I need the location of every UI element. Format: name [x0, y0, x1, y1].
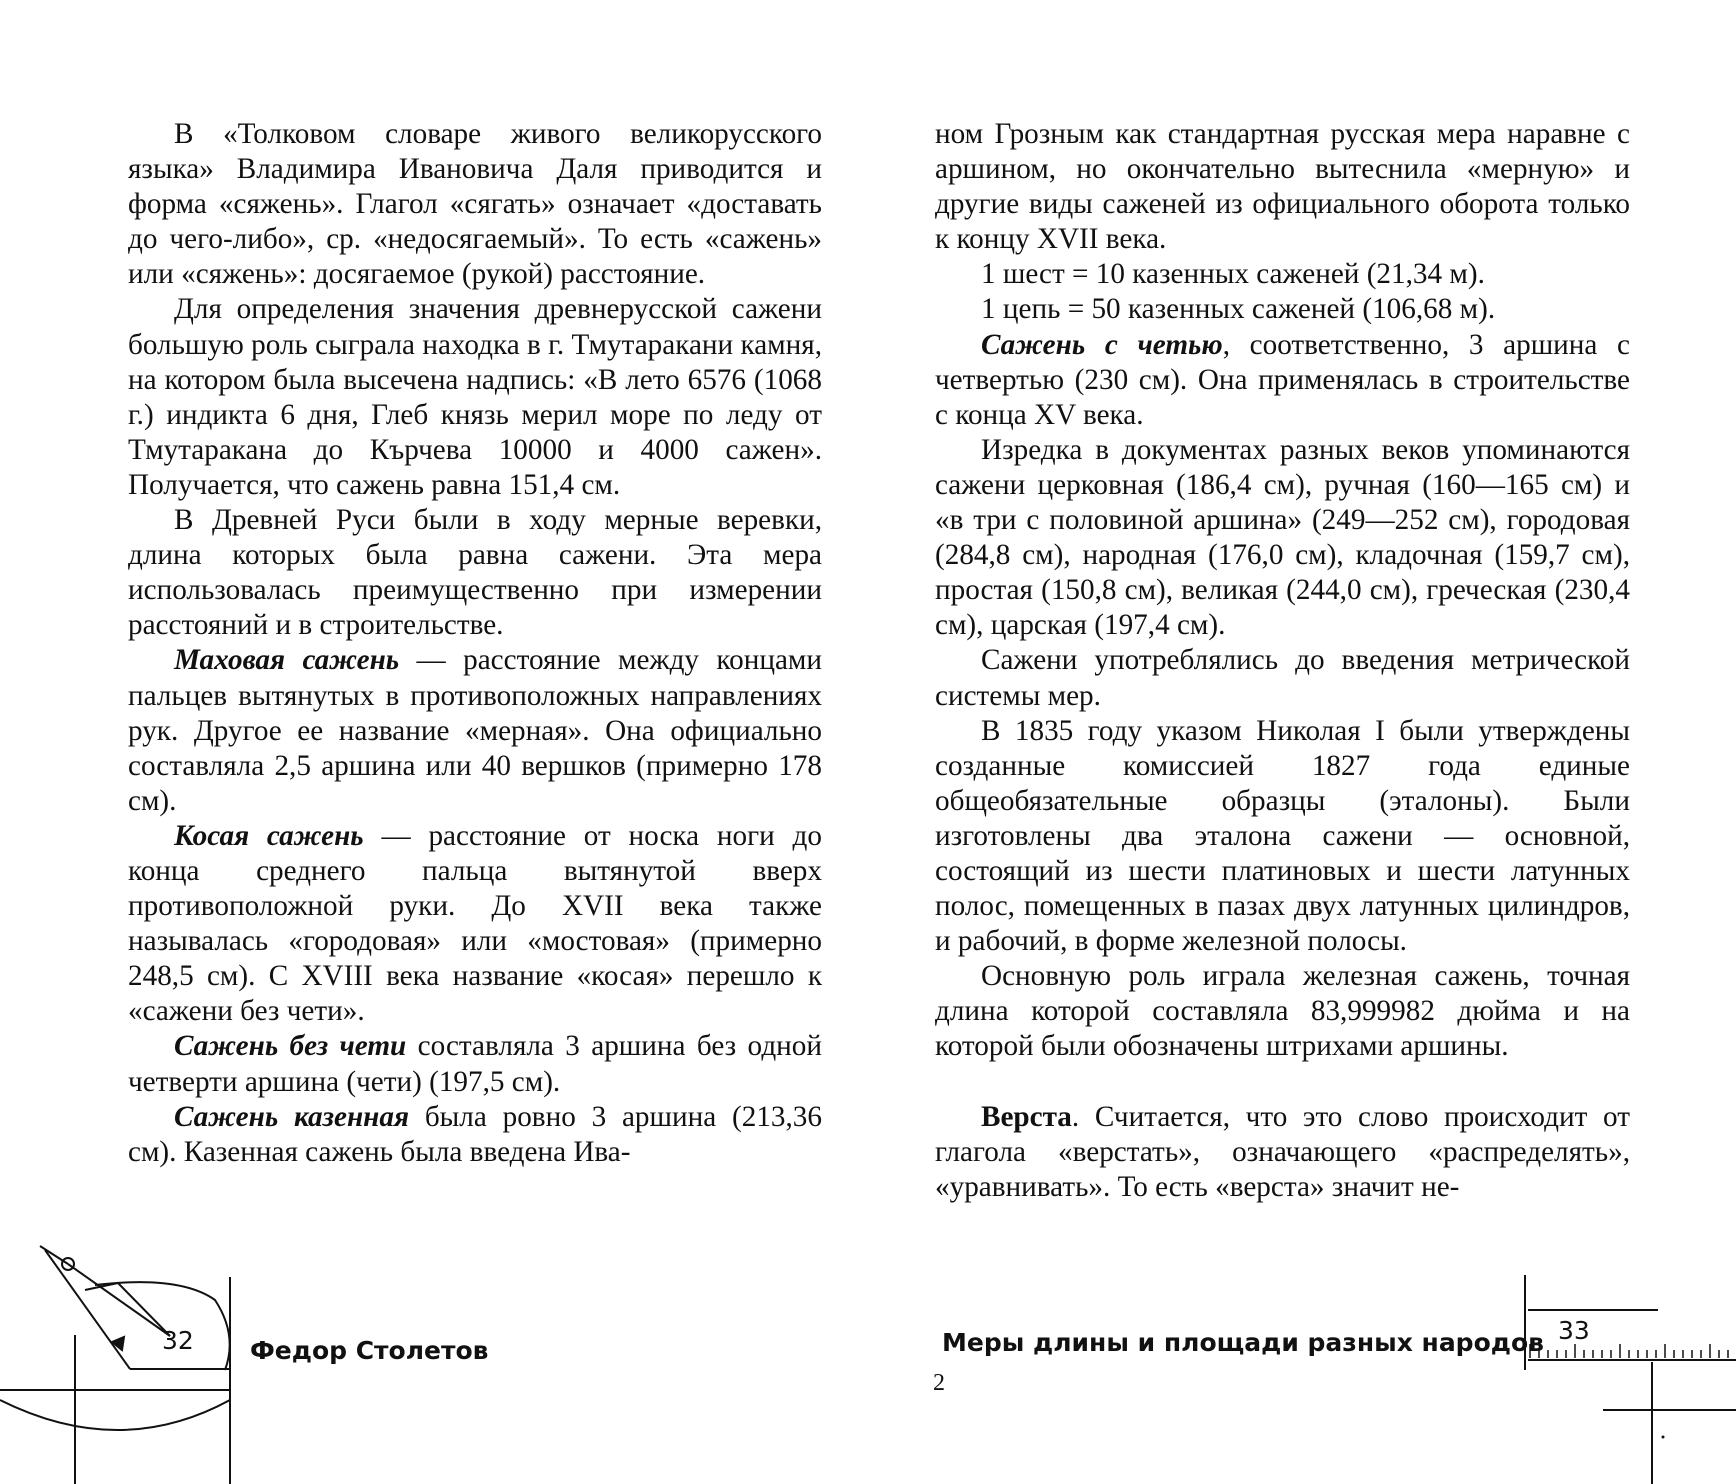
paragraph: Сажени употреблялись до введения метрической системы мер.: [935, 644, 1630, 712]
page-number: 32: [162, 1326, 194, 1355]
paragraph: В 1835 году указом Николая I были утверждены созданные комиссией 1827 года единые общеобязательные образцы (эталоны). Были изготовлены два эталона сажени — основной, состоящий из шести платиновых и шести латунных полос, помещенных в пазах двух латунных цилиндров, и рабочий, в форме железной полосы.: [935, 714, 1630, 958]
paragraph: 1 шест = 10 казенных саженей (21,34 м).: [981, 258, 1485, 291]
paragraph-text: была ровно 3 аршина (213,36 см). Казенная сажень была введена Ива-: [128, 1100, 822, 1168]
ruler-icon: [868, 0, 1736, 1484]
page-number: 33: [1558, 1316, 1590, 1345]
running-title: Меры длины и площади разных народов: [942, 1328, 1544, 1357]
paragraph: В Древней Руси были в ходу мерные веревки, длина которых была равна сажени. Эта мера использовалась преимущественно при измерении расстояний и в строительстве.: [128, 504, 822, 642]
term: Косая сажень: [174, 819, 364, 852]
paragraph: ном Грозным как стандартная русская мера наравне с аршином, но окончательно вытеснила «мерную» и другие виды саженей из официального оборота только к концу XVII века.: [935, 118, 1630, 256]
paragraph: В «Толковом словаре живого великорусского языка» Владимира Ивановича Даля приводится и форма «сяжень». Глагол «сягать» означает «доставать до чего-либо», ср. «недосягаемый». То есть «сажень» или «сяжень»: досягаемое (рукой) расстояние.: [128, 118, 822, 291]
signature-mark: 2: [933, 1370, 945, 1396]
right-page: [868, 0, 1736, 1484]
term: Верста: [981, 1100, 1072, 1133]
term: Маховая сажень: [174, 644, 400, 677]
term: Сажень казенная: [174, 1100, 410, 1133]
paragraph: 1 цепь = 50 казенных саженей (106,68 м).: [981, 293, 1496, 326]
paragraph: Для определения значения древнерусской сажени большую роль сыграла находка в г. Тмутаракани камня, на котором была высечена надпись: «В лето 6576 (1068 г.) индикта 6 дня, Глеб князь мерил море по леду от Тмутаракана до Кърчева 10000 и 4000 сажен». Получается, что сажень равна 151,4 см.: [128, 293, 822, 501]
term: Сажень без чети: [174, 1030, 407, 1063]
term: Сажень с четью: [981, 328, 1223, 361]
paragraph: Изредка в документах разных веков упоминаются сажени церковная (186,4 см), ручная (160—165 см) и «в три с половиной аршина» (249—252 см), городовая (284,8 см), народная (176,0 см), кладочная (159,7 см), простая (150,8 см), великая (244,0 см), греческая (230,4 см), царская (197,4 см).: [935, 433, 1630, 642]
paragraph-text: . Считается, что это слово происходит от глагола «верстать», означающего «распределять», «уравнивать». То есть «верста» значит не-: [935, 1100, 1630, 1203]
paragraph-text: — расстояние между концами пальцев вытянутых в противоположных направлениях рук. Другое ее название «мерная». Она официально составляла 2,5 аршина или 40 вершков (примерно 178 см).: [128, 644, 822, 817]
author-name: Федор Столетов: [250, 1336, 489, 1365]
paragraph-text: составляла 3 аршина без одной четверти аршина (чети) (197,5 см).: [128, 1030, 822, 1098]
paragraph-text: , соответственно, 3 аршина с четвертью (230 см). Она применялась в строительстве с конца XV века.: [935, 328, 1630, 431]
paragraph: Основную роль играла железная сажень, точная длина которой составляла 83,999982 дюйма и на которой были обозначены штрихами аршины.: [935, 960, 1630, 1063]
paragraph-text: — расстояние от носка ноги до конца среднего пальца вытянутой вверх противоположной руки. До XVII века также называлась «городовая» или «мостовая» (примерно 248,5 см). С XVIII века название «косая» перешло к «сажени без чети».: [128, 819, 822, 1028]
